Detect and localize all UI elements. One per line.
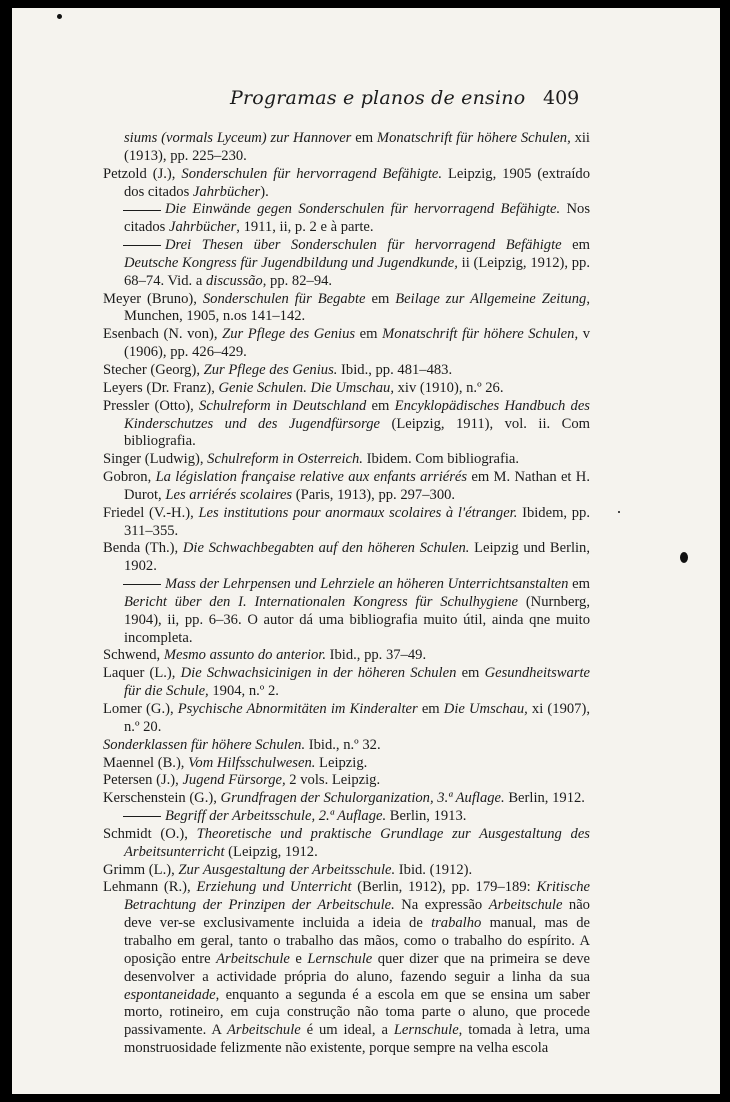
bibliography-entry <box>103 647 590 665</box>
bibliography-entry <box>103 380 590 398</box>
bibliography-entry <box>103 451 590 469</box>
text-run: Ibid., n.º 32. <box>305 736 381 753</box>
text-run: Petzold (J.), <box>103 165 182 182</box>
text-run: Nos citados <box>124 201 591 236</box>
text-run: ii (Leipzig, 1912), pp. 68–74. Vid. a <box>124 254 590 289</box>
ink-speck <box>57 14 62 19</box>
text-run: Berlin, 1912. <box>504 790 585 807</box>
text-run: manual, mas de trabalho em geral, tanto o trabalho das mãos, como o trabalho do espírito. A oposição entre <box>124 915 590 967</box>
text-run: em M. Nathan et H. Durot, <box>124 469 590 503</box>
text-run: quer dizer que na primeira se deve desenvolver a actividade própria do aluno, fazendo seguir a linha da sua <box>124 950 590 985</box>
scanned-page <box>12 8 720 1094</box>
text-run: Leyers (Dr. Franz), <box>103 379 219 396</box>
italic-run: Deutsche Kongress für Jugendbildung und Jugendkunde, <box>124 254 458 271</box>
italic-run: Schulreform in Deutschland <box>199 397 367 414</box>
text-run: Esenbach (N. von), <box>103 326 223 343</box>
ditto-dash <box>123 245 161 246</box>
italic-run: Beilage zur Allgemeine Zeitung <box>395 290 587 307</box>
text-run: Maennel (B.), <box>103 754 189 771</box>
text-run: não deve ver-se exclusivamente incluida a ideia de <box>124 897 590 932</box>
italic-run: Erziehung und Unterricht <box>196 879 352 896</box>
text-run: , pp. 82–94. <box>262 272 333 289</box>
text-run: Ibid. (1912). <box>395 861 473 878</box>
bibliography-entry <box>103 790 590 808</box>
italic-run: Jugend Fürsorge, <box>182 772 286 789</box>
ink-speck <box>618 511 620 513</box>
bibliography-entry <box>103 291 590 327</box>
italic-run: Die Einwände gegen Sonderschulen für hervorragend Befähigte. <box>165 201 561 218</box>
italic-run: espontaneidade <box>124 986 216 1003</box>
italic-run: Lernschule <box>307 950 373 967</box>
text-run: Leipzig. <box>315 754 368 771</box>
text-run: e <box>289 950 308 967</box>
italic-run: Sonderklassen für höhere Schulen. <box>103 736 306 753</box>
italic-run: trabalho <box>431 915 482 932</box>
italic-run: Zur Ausgestaltung der Arbeitsschule. <box>178 861 396 878</box>
text-run: , 1911, ii, p. 2 e à parte. <box>236 219 374 236</box>
bibliography-entry <box>103 737 590 755</box>
text-run: Na expressão <box>394 897 489 914</box>
text-run: Laquer (L.), <box>103 665 181 682</box>
bibliography-entry <box>103 505 590 541</box>
bibliography-entry <box>103 576 590 647</box>
ditto-dash <box>123 584 161 585</box>
text-run: Ibid., pp. 37–49. <box>325 647 427 664</box>
text-run: Schwend, <box>103 647 164 664</box>
text-run: (Leipzig, 1912. <box>224 843 318 860</box>
text-run: 1904, n.º 2. <box>208 683 279 700</box>
italic-run: Zur Pflege des Genius. <box>203 361 338 378</box>
text-run: em <box>365 290 396 307</box>
text-run: xi (1907), n.º 20. <box>124 701 590 735</box>
bibliography-entry <box>103 665 590 701</box>
italic-run: Schulreform in Osterreich. <box>207 451 363 468</box>
bibliography-entry <box>103 826 590 862</box>
text-run: Ibidem. Com bibliografia. <box>362 451 519 468</box>
italic-run: Die Schwachbegabten auf den höheren Schulen. <box>182 540 470 557</box>
bibliography-list <box>103 130 590 1058</box>
text-run: Gobron, <box>103 469 156 486</box>
bibliography-entry <box>103 130 590 166</box>
italic-run: Arbeitschule <box>226 1022 301 1039</box>
text-run: 2 vols. Leipzig. <box>285 772 381 789</box>
text-run: Kerschenstein (G.), <box>103 790 221 807</box>
text-run: , Munchen, 1905, n.os 141–142. <box>124 290 590 325</box>
text-run: em <box>417 701 444 717</box>
bibliography-entry <box>103 166 590 202</box>
text-run: Stecher (Georg), <box>103 361 204 378</box>
italic-run: Lernschule <box>393 1022 459 1039</box>
text-run: , tomada à letra, uma monstruosidade felizmente não existente, porque sempre na velha escola <box>124 1022 591 1057</box>
text-run: Leipzig und Berlin, 1902. <box>124 540 591 575</box>
ditto-dash <box>123 210 161 211</box>
text-run: xii (1913), pp. 225–230. <box>124 130 590 164</box>
bibliography-entry <box>103 772 590 790</box>
bibliography-entry <box>103 469 590 505</box>
text-run: em <box>456 665 485 682</box>
italic-run: Begriff der Arbeitsschule, 2.ª Auflage. <box>165 808 387 825</box>
text-run: em <box>568 576 590 593</box>
italic-run: Gesundheitswarte für die Schule, <box>124 665 590 700</box>
text-run: Ibidem, pp. 311–355. <box>124 504 590 539</box>
italic-run: Sonderschulen für Begabte <box>202 290 366 307</box>
text-run: Ibid., pp. 481–483. <box>337 361 453 378</box>
text-run: em <box>351 130 377 146</box>
italic-run: Jahrbücher <box>192 183 261 200</box>
text-run: Grimm (L.), <box>103 861 179 878</box>
text-run: v (1906), pp. 426–429. <box>124 326 590 361</box>
italic-run: Genie Schulen. Die Umschau, <box>218 379 394 396</box>
text-run: em <box>355 326 383 343</box>
text-run: Lomer (G.), <box>103 701 178 717</box>
page-header <box>12 87 720 115</box>
bibliography-entry <box>103 326 590 362</box>
italic-run: discussão <box>205 272 263 289</box>
text-run: Petersen (J.), <box>103 772 183 789</box>
text-run: xiv (1910), n.º 26. <box>393 379 504 396</box>
text-run: Singer (Ludwig), <box>103 451 208 468</box>
italic-run: Mesmo assunto do anterior. <box>163 647 326 664</box>
running-title: Programas e planos de ensino <box>230 87 526 109</box>
italic-run: Jahrbücher <box>169 219 237 236</box>
text-run: , enquanto a segunda é a escola em que se ensina um saber morto, rotineiro, em cuja construção não toma parte o aluno, que procede passivamente. A <box>124 986 590 1039</box>
text-run: Meyer (Bruno), <box>103 290 203 307</box>
text-run: em <box>366 397 395 414</box>
italic-run: Arbeitschule <box>216 950 290 967</box>
page-number: 409 <box>543 87 580 109</box>
bibliography-entry <box>103 237 590 291</box>
text-run: em <box>561 237 591 254</box>
italic-run: Die Schwachsicinigen in der höheren Schulen <box>180 665 457 682</box>
italic-run: Zur Pflege des Genius <box>222 326 356 343</box>
italic-run: Les institutions pour anormaux scolaires à l'étranger. <box>198 504 518 521</box>
text-run: (Leipzig, 1911), vol. ii. Com bibliografia. <box>124 415 591 450</box>
text-run: Schmidt (O.), <box>103 825 197 842</box>
italic-run: Monatschrift für höhere Schulen, <box>376 130 571 146</box>
italic-run: Die Umschau, <box>443 701 528 717</box>
text-run: Pressler (Otto), <box>103 397 200 414</box>
bibliography-entry <box>103 755 590 773</box>
text-run: (Berlin, 1912), pp. 179–189: <box>351 879 537 896</box>
italic-run: Drei Thesen über Sonderschulen für hervorragend Befähigte <box>165 237 562 254</box>
text-run: é um ideal, a <box>300 1022 394 1039</box>
text-run: (Nurnberg, 1904), ii, pp. 6–36. O autor dá uma bibliografia muito útil, ainda qne muito incompleta. <box>124 593 590 646</box>
text-run: Lehmann (R.), <box>103 879 197 896</box>
italic-run: Kritische Betrachtung der Prinzipen der Arbeitschule. <box>124 879 590 914</box>
italic-run: Grundfragen der Schulorganization, 3.ª Auflage. <box>220 790 505 807</box>
italic-run: Theoretische und praktische Grundlage zur Ausgestaltung des Arbeitsunterricht <box>124 825 590 860</box>
text-run: ). <box>260 183 269 200</box>
text-run: Benda (Th.), <box>103 540 183 557</box>
italic-run: Vom Hilfsschulwesen. <box>188 754 316 771</box>
italic-run: Encyklopädisches Handbuch des Kinderschutzes und des Jugendfürsorge <box>124 397 590 432</box>
italic-run: siums (vormals Lyceum) zur Hannover <box>124 130 352 146</box>
text-run: Berlin, 1913. <box>386 808 467 825</box>
italic-run: La législation française relative aux enfants arriérés <box>155 469 468 486</box>
italic-run: Mass der Lehrpensen und Lehrziele an höheren Unterrichtsanstalten <box>165 576 569 593</box>
bibliography-entry <box>103 201 590 237</box>
italic-run: Psychische Abnormitäten im Kinderalter <box>177 701 418 717</box>
bibliography-entry <box>103 701 590 737</box>
italic-run: Arbeitschule <box>488 897 563 914</box>
bibliography-entry <box>103 540 590 576</box>
ditto-dash <box>123 816 161 817</box>
text-run: Friedel (V.-H.), <box>103 504 199 521</box>
italic-run: Bericht über den I. Internationalen Kongress für Schulhygiene <box>124 593 519 610</box>
bibliography-entry <box>103 808 590 826</box>
text-run: (Paris, 1913), pp. 297–300. <box>292 486 456 503</box>
bibliography-entry <box>103 398 590 452</box>
italic-run: Les arriérés scolaires <box>165 486 293 503</box>
bibliography-entry <box>103 879 590 1057</box>
ink-blot <box>680 552 688 563</box>
bibliography-entry <box>103 862 590 880</box>
bibliography-entry <box>103 362 590 380</box>
text-run: Leipzig, 1905 (extraído dos citados <box>124 165 590 200</box>
italic-run: Sonderschulen für hervorragend Befähigte. <box>181 165 443 182</box>
italic-run: Monatschrift für höhere Schulen, <box>382 326 579 343</box>
